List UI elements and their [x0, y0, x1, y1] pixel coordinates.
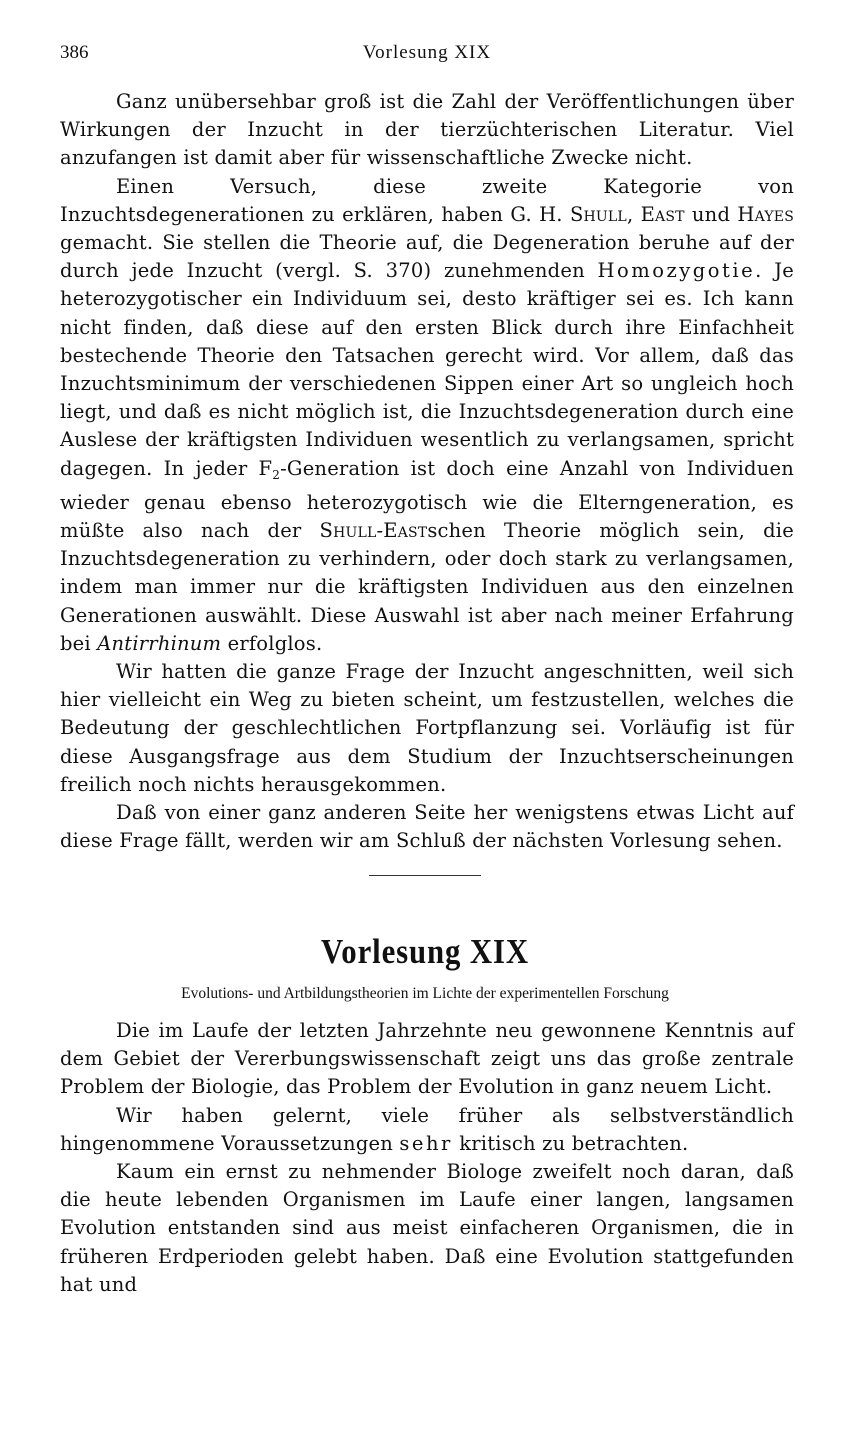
chapter-title: Vorlesung XIX [321, 932, 529, 971]
author-name: Hayes [737, 202, 794, 226]
paragraph: Kaum ein ernst zu nehmender Biologe zweifelt noch daran, daß die heute lebenden Organismen im Laufe einer langen, langsamen Evolution entstanden sind aus meist einfacheren Organismen, die in früheren Erdperioden gelebt haben. Daß eine Evolution stattgefunden hat und [60, 1160, 794, 1296]
section-previous-lecture [60, 88, 794, 855]
paragraph: Die im Laufe der letzten Jahrzehnte neu gewonnene Kenntnis auf dem Gebiet der Vererbungswissenschaft zeigt uns das große zentrale Problem der Biologie, das Problem der Evolution in ganz neuem Licht. [60, 1019, 794, 1099]
paragraph: Ganz unübersehbar groß ist die Zahl der Veröffentlichungen über Wirkungen der Inzucht in der tierzüchterischen Literatur. Viel anzufangen ist damit aber für wissenschaftliche Zwecke nicht. [60, 90, 794, 170]
section-divider [369, 875, 481, 876]
species-name: Antirrhinum [97, 631, 222, 655]
author-name: Shull [569, 202, 627, 226]
chapter-subtitle: Evolutions- und Artbildungstheorien im Lichte der experimentellen Forschung [181, 985, 669, 1002]
page-header [60, 42, 794, 72]
emphasized-term: Homozygotie [597, 259, 756, 283]
paragraph: Wir hatten die ganze Frage der Inzucht angeschnitten, weil sich hier vielleicht ein Weg zu bieten scheint, um festzustellen, welches die Bedeutung der geschlechtlichen Fortpflanzung sei. Vorläufig ist für diese Ausgangsfrage aus dem Studium der Inzuchtserscheinungen freilich noch nichts herausgekommen. [60, 660, 794, 796]
author-name: East [640, 202, 685, 226]
emphasized-term: sehr [399, 1131, 453, 1155]
subscript: 2 [272, 467, 281, 482]
running-title: Vorlesung XIX [362, 42, 492, 63]
page-number: 386 [60, 42, 89, 63]
paragraph: Einen Versuch, diese zweite Kategorie von Inzuchtsdegenerationen zu erklären, haben G. H. Shull, East und Hayes gemacht. Sie stellen die Theorie auf, die Degeneration beruhe auf der durch jede Inzucht (vergl. S. 370) zunehmenden Homozygotie. Je heterozygotischer ein Individuum sei, desto kräftiger sei es. Ich kann nicht finden, daß diese auf den ersten Blick durch ihre Einfachheit bestechende Theorie den Tatsachen gerecht wird. Vor allem, daß das Inzuchtsminimum der verschiedenen Sippen einer Art so ungleich hoch liegt, und daß es nicht möglich ist, die Inzuchtsdegeneration durch eine Auslese der kräftigsten Individuen wesentlich zu verlangsamen, spricht dagegen. In jeder $F_2$-Generation ist doch eine Anzahl von Individuen wieder genau ebenso heterozygotisch wie die Elterngeneration, es müßte also nach der Shull-Eastschen Theorie möglich sein, die Inzuchtsdegeneration zu verhindern, oder doch stark zu verlangsamen, indem man immer nur die kräftigsten Individuen aus den einzelnen Generationen auswählt. Diese Auswahl ist aber nach meiner Erfahrung bei Antirrhinum erfolglos. [60, 174, 795, 655]
author-name: Shull-East [319, 519, 428, 543]
paragraph-spaced: Daß von einer ganz anderen Seite her wenigstens etwas Licht auf diese Frage fällt, werden wir am Schluß der nächsten Vorlesung sehen. [60, 801, 794, 853]
section-new-lecture [60, 1017, 794, 1299]
paragraph: Wir haben gelernt, viele früher als selbstverständlich hingenommene Voraussetzungen sehr kritisch zu betrachten. [60, 1103, 794, 1155]
